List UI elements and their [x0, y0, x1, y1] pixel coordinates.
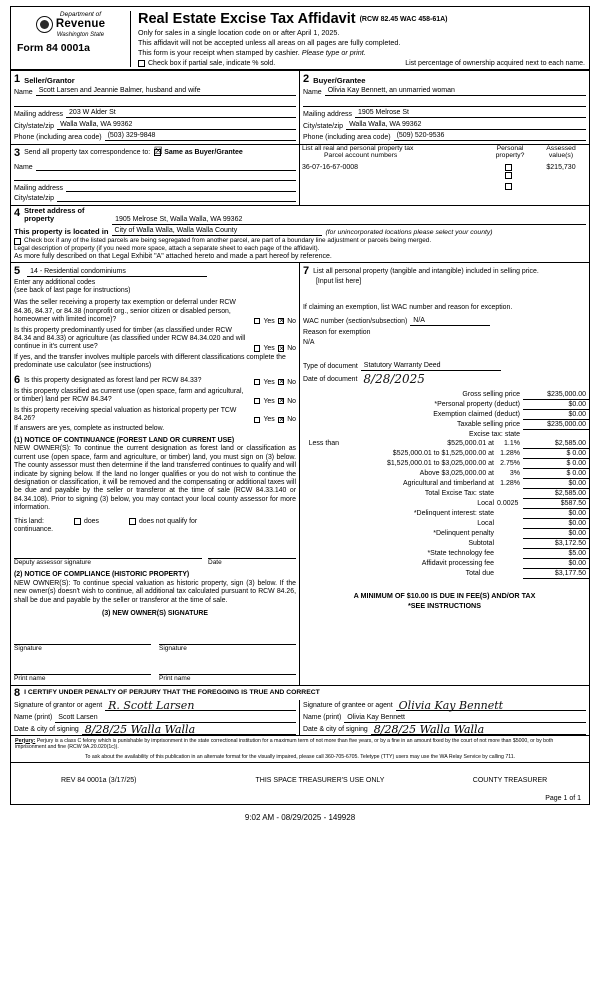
forest-land-question: Is this property designated as forest land per RCW 84.33? — [24, 376, 202, 384]
grantee-printname-value[interactable]: Olivia Kay Bennett — [344, 713, 586, 723]
delinquent-interest-local-label: Local — [477, 519, 494, 527]
delinquent-interest-local-amount[interactable]: $0.00 — [523, 518, 589, 528]
document-type-label: Type of document — [303, 362, 358, 370]
seller-name-line-2[interactable] — [14, 98, 296, 107]
parcel-head-line2: Parcel account numbers — [324, 152, 398, 160]
corr-mailing-label: Mailing address — [14, 184, 64, 192]
corr-name-label: Name — [14, 163, 33, 171]
table-row — [300, 439, 589, 449]
total-state-rate — [497, 488, 523, 498]
section-5-6-column — [11, 263, 300, 685]
delinquent-penalty-amount[interactable]: $0.00 — [523, 528, 589, 538]
new-owner-printname-line-2[interactable] — [159, 660, 296, 675]
q6c-no-label: No — [287, 416, 296, 424]
legal-description-label: Legal description of property (if you need more space, attach a separate sheet to each page of the affidavit). — [14, 244, 320, 252]
land-does-not-qualify-checkbox[interactable] — [129, 518, 136, 525]
answer-instruction-note: If answers are yes, complete as instructed below. — [14, 425, 165, 433]
subtotal-label: Subtotal — [468, 539, 494, 547]
section-3-correspondence — [11, 145, 300, 205]
q1-yes-checkbox[interactable] — [254, 318, 261, 325]
table-row — [300, 458, 589, 468]
table-row — [300, 410, 589, 420]
reason-exemption-label: Reason for exemption — [303, 329, 371, 337]
new-owner-signature-line-1[interactable] — [14, 630, 151, 645]
table-row — [300, 548, 589, 558]
same-as-buyer-label: Same as Buyer/Grantee — [164, 149, 243, 156]
land-use-code-input[interactable]: 14 - Residential condominiums — [27, 267, 207, 277]
personal-property-deduct-label: *Personal property (deduct) — [434, 401, 520, 409]
treasurer-space-label: THIS SPACE TREASURER'S USE ONLY — [255, 776, 385, 784]
section-6-number: 6 — [14, 373, 21, 386]
bracket-2-amount[interactable]: $ 0.00 — [523, 458, 589, 468]
new-owner-printname-label-2: Print name — [159, 674, 191, 682]
seller-phone-input[interactable]: (503) 329-9848 — [105, 131, 296, 141]
table-row — [300, 172, 589, 183]
q6c-no-checkbox[interactable] — [278, 417, 285, 424]
state-technology-fee-amount[interactable]: $5.00 — [523, 548, 589, 558]
this-land-label: This land: — [14, 517, 44, 525]
corr-citystatezip-label: City/state/zip — [14, 195, 55, 202]
ownership-pct-note: List percentage of ownership acquired next to each name. — [405, 60, 585, 67]
parcel-number-2[interactable] — [300, 183, 487, 194]
q6a-yes-label: Yes — [263, 378, 275, 386]
form-number: Form 84 0001a — [17, 41, 90, 54]
property-located-label: This property is located in — [14, 226, 109, 236]
new-owner-signature-line-2[interactable] — [159, 630, 296, 645]
gross-price-label: Gross selling price — [462, 391, 520, 399]
property-located-note: (for unincorporated locations please select your county) — [325, 228, 493, 236]
bracket-1-amount[interactable]: $ 0.00 — [523, 448, 589, 458]
parcel-table — [300, 145, 589, 195]
personal-property-checkbox-0[interactable] — [505, 164, 512, 171]
bracket-1-threshold: $525,000.01 to $1,525,000.00 at — [392, 449, 494, 457]
section-1-title: Seller/Grantor — [24, 76, 75, 85]
bracket-0-threshold: $525,000.01 at — [447, 439, 494, 447]
agency-block — [15, 11, 131, 67]
land-does-label: does — [84, 517, 99, 525]
new-owner-signature-title: (3) NEW OWNER(S) SIGNATURE — [102, 610, 208, 618]
corr-citystatezip-input[interactable] — [57, 193, 296, 202]
buyer-phone-label: Phone (including area code) — [303, 134, 391, 141]
seller-citystatezip-label: City/state/zip — [14, 122, 55, 130]
section-3-parcels — [300, 145, 589, 205]
grantee-date-city-label: Date & city of signing — [303, 726, 368, 734]
grantee-signature-block — [300, 700, 589, 735]
assessed-head-line1: Assessed — [546, 144, 576, 152]
page-title: Real Estate Excise Tax Affidavit — [138, 11, 356, 27]
buyer-mailing-label: Mailing address — [303, 111, 353, 118]
total-due-amount[interactable]: $3,177.50 — [523, 568, 589, 578]
local-amount[interactable]: $587.50 — [523, 498, 589, 508]
q1-yes-label: Yes — [263, 317, 275, 325]
reason-exemption-value[interactable]: N/A — [303, 338, 315, 346]
assessed-head-line2: value(s) — [548, 152, 574, 160]
notice-continuance-title: (1) NOTICE OF CONTINUANCE (FOREST LAND OR CURRENT USE) — [14, 436, 235, 444]
section-5-number: 5 — [14, 264, 21, 277]
exemption-instruction: If claiming an exemption, list WAC number and reason for exception. — [303, 303, 513, 311]
header-line-3-italic: Please type or print. — [301, 48, 366, 57]
section-8-number: 8 — [14, 686, 21, 699]
additional-codes-note-1: Enter any additional codes — [14, 278, 96, 286]
bracket-0-label: Less than — [308, 439, 339, 447]
q6b-yes-checkbox[interactable] — [254, 398, 261, 405]
section-1-seller — [11, 71, 300, 144]
table-row — [300, 420, 589, 430]
certification-title: I CERTIFY UNDER PENALTY OF PERJURY THAT THE FOREGOING IS TRUE AND CORRECT — [24, 689, 320, 697]
header-line-1: Only for sales in a single location code on or after April 1, 2025. — [138, 28, 340, 37]
personal-property-list[interactable]: [Input list here] — [316, 277, 362, 285]
new-owner-printname-label-1: Print name — [14, 674, 46, 682]
parcel-head-line1: List all real and personal property tax — [302, 144, 414, 152]
revision-number: REV 84 0001a (3/17/25) — [61, 776, 137, 784]
same-as-buyer-checkbox[interactable] — [154, 149, 161, 156]
personal-property-checkbox-1[interactable] — [505, 172, 512, 179]
partial-sale-checkbox[interactable] — [138, 60, 145, 67]
grantor-signature-block — [11, 700, 300, 735]
table-row — [300, 498, 589, 508]
q2-yes-checkbox[interactable] — [254, 345, 261, 352]
exemption-question-2: Is this property predominantly used for timber (as classified under RCW 84.34 and 84.33) or agriculture (as classified under RCW 84.34.020 and will continue in it's current use? — [14, 326, 246, 351]
grantor-signature-value[interactable]: R. Scott Larsen — [105, 701, 296, 711]
bracket-0-rate: 1.1% — [504, 439, 520, 447]
section-2-buyer — [300, 71, 589, 144]
bracket-2-threshold: $1,525,000.01 to $3,025,000.00 at — [386, 459, 494, 467]
partial-sale-label: Check box if partial sale, indicate % sold. — [148, 60, 276, 67]
corr-mailing-input[interactable] — [66, 183, 296, 192]
q6c-yes-label: Yes — [263, 416, 275, 424]
seller-phone-label: Phone (including area code) — [14, 134, 102, 141]
personal-head-line2: property? — [495, 152, 525, 160]
assessor-signature-line[interactable] — [14, 544, 202, 559]
section-1-number: 1 — [14, 73, 21, 85]
section-3-row — [11, 144, 589, 205]
document-date-input[interactable]: 8/28/2025 — [363, 372, 425, 387]
section-7-number: 7 — [303, 264, 310, 277]
seller-mailing-input[interactable]: 203 W Alder St — [66, 108, 296, 118]
buyer-mailing-input[interactable]: 1905 Melrose St — [355, 108, 586, 118]
buyer-name-line-2[interactable] — [303, 98, 586, 107]
treasurer-use-area — [11, 762, 589, 804]
q6b-no-checkbox[interactable] — [278, 398, 285, 405]
section-2-title: Buyer/Grantee — [313, 76, 366, 85]
section-3-title: Send all property tax correspondence to: — [24, 149, 151, 156]
table-row — [300, 400, 589, 410]
bracket-4-rate: 1.28% — [500, 479, 520, 487]
personal-property-checkbox-2[interactable] — [505, 183, 512, 190]
grantor-printname-label: Name (print) — [14, 714, 53, 722]
local-rate: 0.0025 — [497, 499, 519, 507]
perjury-label: Perjury: — [15, 737, 36, 744]
form-header — [11, 7, 589, 70]
seller-mailing-label: Mailing address — [14, 111, 64, 118]
seller-name-label: Name — [14, 89, 33, 96]
section-4-title-line2: property — [24, 213, 55, 223]
alternate-format-note: To ask about the availability of this publication in an alternate format for the visually impaired, please call 360-705-6705. Teletype (TTY) users may use the WA Relay Service by calling 711. — [84, 753, 516, 760]
assessed-value-2[interactable] — [533, 183, 589, 194]
title-rcw-reference: (RCW 82.45 WAC 458-61A) — [359, 16, 448, 23]
grantor-date-city-label: Date & city of signing — [14, 726, 79, 734]
table-row — [300, 538, 589, 548]
taxable-price-amount[interactable]: $235,000.00 — [523, 420, 589, 430]
assessor-signature-label: Deputy assessor signature — [14, 559, 91, 567]
q1-no-checkbox[interactable] — [278, 318, 285, 325]
additional-codes-note-2: (see back of last page for instructions) — [14, 286, 131, 294]
q6a-no-checkbox[interactable] — [278, 379, 285, 386]
bracket-3-rate: 3% — [509, 469, 520, 477]
bracket-4-threshold: Agricultural and timberland at — [402, 479, 494, 487]
multiple-parcel-note: If yes, and the transfer involves multiple parcels with different classifications complete the predominate use calculator (see instructions) — [14, 353, 286, 370]
agency-state: Washington State — [56, 31, 105, 38]
table-row — [300, 183, 589, 194]
personal-property-deduct-amount[interactable]: $0.00 — [523, 400, 589, 410]
wac-number-input[interactable]: N/A — [410, 316, 490, 326]
delinquent-interest-state-amount[interactable]: $0.00 — [523, 508, 589, 518]
table-row — [300, 478, 589, 488]
q6b-no-label: No — [287, 397, 296, 405]
q2-yes-label: Yes — [263, 344, 275, 352]
table-row — [300, 160, 589, 172]
buyer-citystatezip-input[interactable]: Walla Walla, WA 99362 — [346, 120, 586, 130]
header-line-3: This form is your receipt when stamped by cashier. — [138, 48, 300, 57]
q2-no-checkbox[interactable] — [278, 345, 285, 352]
grantee-signature-label: Signature of grantee or agent — [303, 702, 393, 710]
table-row — [300, 468, 589, 478]
agency-dept-label: Department of — [59, 11, 102, 18]
buyer-name-label: Name — [303, 89, 322, 96]
land-does-not-label: does not qualify for — [138, 517, 198, 525]
personal-property-intro: List all personal property (tangible and intangible) included in selling price. — [313, 267, 539, 275]
total-due-label: Total due — [465, 569, 494, 577]
new-owner-signature-label-1: Signature — [14, 644, 42, 652]
bracket-0-amount[interactable]: $2,585.00 — [523, 439, 589, 449]
parcel-number-1[interactable] — [300, 172, 487, 183]
table-row — [300, 558, 589, 568]
excise-tax-state-amount — [523, 430, 589, 439]
assessor-date-line[interactable] — [208, 544, 296, 559]
q2-no-label: No — [287, 344, 296, 352]
grantee-signature-value[interactable]: Olivia Kay Bennett — [396, 701, 586, 711]
seller-name-input[interactable]: Scott Larsen and Jeannie Balmer, husband and wife — [36, 86, 296, 96]
table-row — [300, 518, 589, 528]
section-5-7-row — [11, 262, 589, 685]
taxable-price-label: Taxable selling price — [456, 421, 520, 429]
exemption-claimed-label: Exemption claimed (deduct) — [433, 411, 520, 419]
notice-compliance-title: (2) NOTICE OF COMPLIANCE (HISTORIC PROPERTY) — [14, 571, 190, 579]
corr-name-line-2[interactable] — [14, 172, 296, 181]
excise-tax-table — [300, 390, 589, 439]
assessed-value-1[interactable] — [533, 172, 589, 183]
section-4-property-address — [11, 205, 589, 262]
notice-continuance-body: NEW OWNER(S): To continue the current designation as forest land or classification as current use (open space, farm and agriculture, or timber) land, you must sign on (3) below. The county assessor must then determine if the land transferred continues to qualify and will indicate by signing below. If the land no longer qualifies or you do not wish to continue the designation or classification, it will be removed and the compensating or additional taxes will be due and payable by the seller or transferor at the time of sale (RCW 84.33.140 or 84.34.108). Prior to signing (3) below, you may contact your local county assessor for more information. — [14, 445, 296, 512]
q1-no-label: No — [287, 317, 296, 325]
gross-price-amount[interactable]: $235,000.00 — [523, 390, 589, 400]
exemption-claimed-amount[interactable]: $0.00 — [523, 410, 589, 420]
document-timestamp: 9:02 AM - 08/29/2025 - 149928 — [244, 812, 356, 822]
bracket-2-rate: 2.75% — [500, 459, 520, 467]
q6b-yes-label: Yes — [263, 397, 275, 405]
tax-bracket-table — [300, 439, 589, 579]
subtotal-amount[interactable]: $3,172.50 — [523, 538, 589, 548]
header-line-2: This affidavit will not be accepted unless all areas on all pages are fully completed. — [138, 38, 401, 47]
table-row — [300, 528, 589, 538]
notice-compliance-body: NEW OWNER(S): To continue special valuation as historic property, sign (3) below. If the new owner(s) doesn't wish to continue, all additional tax calculated pursuant to RCW 84.26, shall be due and payable by the seller or transferor at the time of sale. — [14, 579, 296, 604]
excise-tax-state-label: Excise tax: state — [469, 430, 520, 438]
personal-head-line1: Personal — [496, 144, 524, 152]
wac-number-label: WAC number (section/subsection) — [303, 317, 408, 325]
state-technology-fee-label: *State technology fee — [427, 549, 494, 557]
q6c-yes-checkbox[interactable] — [254, 417, 261, 424]
seller-buyer-row — [11, 70, 589, 144]
agency-name: Revenue — [55, 18, 106, 31]
grantor-date-city-value[interactable]: 8/28/25 Walla Walla — [82, 725, 296, 735]
section-8-certification — [11, 685, 589, 735]
parcel-number-0[interactable]: 36-07-16-67-0008 — [302, 164, 359, 172]
section-2-number: 2 — [303, 73, 310, 85]
buyer-phone-input[interactable]: (509) 520-9536 — [394, 131, 586, 141]
grantor-signature-label: Signature of grantor or agent — [14, 702, 103, 710]
seller-citystatezip-input[interactable]: Walla Walla, WA 99362 — [57, 120, 296, 130]
ret-affidavit-form — [10, 6, 590, 805]
section-4-number: 4 — [14, 206, 21, 219]
section-4-title-line1: Street address of — [24, 205, 85, 215]
table-row — [300, 508, 589, 518]
assessed-value-0[interactable]: $215,730 — [546, 164, 576, 172]
table-row — [300, 430, 589, 439]
grantee-date-city-value[interactable]: 8/28/25 Walla Walla — [371, 725, 586, 735]
total-state-label: Total Excise Tax: state — [424, 489, 494, 497]
total-state-amount[interactable]: $2,585.00 — [523, 488, 589, 498]
grantee-printname-label: Name (print) — [303, 714, 342, 722]
county-treasurer-label: COUNTY TREASURER — [472, 776, 548, 784]
minimum-due-line2: *SEE INSTRUCTIONS — [407, 600, 482, 610]
bracket-4-amount[interactable]: $0.00 — [523, 478, 589, 488]
historic-property-question: Is this property receiving special valuation as historical property per TCW 84.26? — [14, 406, 237, 422]
grantor-printname-value[interactable]: Scott Larsen — [55, 713, 296, 723]
table-row — [300, 390, 589, 400]
new-owner-printname-line-1[interactable] — [14, 660, 151, 675]
section-7-column — [300, 263, 589, 685]
assessor-date-label: Date — [208, 559, 222, 567]
local-label: Local — [477, 499, 494, 507]
delinquent-interest-state-label: *Delinquent interest: state — [413, 509, 494, 517]
section-3-number: 3 — [14, 146, 21, 159]
document-date-label: Date of document — [303, 375, 358, 383]
corr-name-input[interactable] — [36, 162, 296, 171]
page-number: Page 1 of 1 — [545, 794, 581, 802]
segregation-checkbox[interactable] — [14, 238, 21, 245]
affidavit-processing-fee-amount[interactable]: $0.00 — [523, 558, 589, 568]
perjury-note — [11, 735, 589, 762]
header-text-block — [131, 11, 585, 67]
bracket-3-threshold: Above $3,025,000.00 at — [419, 469, 494, 477]
buyer-citystatezip-label: City/state/zip — [303, 122, 344, 130]
minimum-due-line1: A MINIMUM OF $10.00 IS DUE IN FEE(S) AND/OR TAX — [353, 590, 536, 600]
affidavit-processing-fee-label: Affidavit processing fee — [421, 559, 494, 567]
property-address-input[interactable]: 1905 Melrose St, Walla Walla, WA 99362 — [112, 215, 586, 225]
land-does-qualify-checkbox[interactable] — [74, 518, 81, 525]
current-use-question: Is this property classified as current use (open space, farm and agricultural, or timber) land per RCW 84.34? — [14, 387, 244, 404]
legal-description-value[interactable]: As more fully described on that Legal Exhibit "A" attached hereto and made a part hereof by reference. — [14, 252, 332, 260]
bracket-1-rate: 1.28% — [500, 449, 520, 457]
exemption-question-1: Was the seller receiving a property tax exemption or deferral under RCW 84.36, 84.37, or 84.38 (nonprofit org., senior citizen or disabled person, homeowner with limited income)? — [14, 299, 236, 324]
segregation-note: Check box if any of the listed parcels are being segregated from another parcel, are part of a boundary line adjustment or parcels being merged. — [24, 236, 432, 244]
delinquent-penalty-label: *Delinquent penalty — [433, 529, 494, 537]
table-row — [300, 568, 589, 578]
state-seal-icon — [36, 16, 53, 33]
perjury-text: Perjury is a class C felony which is punishable by imprisonment in the state correctional institution for a maximum term of not more than five years, or by a fine in an amount fixed by the court of not more than $5000, or by both imprisonment and fine (RCW 9A.20.020(1c)). — [15, 737, 554, 751]
bracket-3-amount[interactable]: $ 0.00 — [523, 468, 589, 478]
continuance-word: continuance. — [14, 526, 54, 534]
q6a-yes-checkbox[interactable] — [254, 379, 261, 386]
buyer-name-input[interactable]: Olivia Kay Bennett, an unmarried woman — [325, 86, 586, 96]
new-owner-signature-label-2: Signature — [159, 644, 187, 652]
table-row — [300, 448, 589, 458]
property-located-input[interactable]: City of Walla Walla, Walla Walla County — [112, 226, 322, 236]
q6a-no-label: No — [287, 378, 296, 386]
document-type-input[interactable]: Statutory Warranty Deed — [361, 361, 501, 371]
signature-row — [11, 700, 589, 735]
table-row — [300, 488, 589, 498]
